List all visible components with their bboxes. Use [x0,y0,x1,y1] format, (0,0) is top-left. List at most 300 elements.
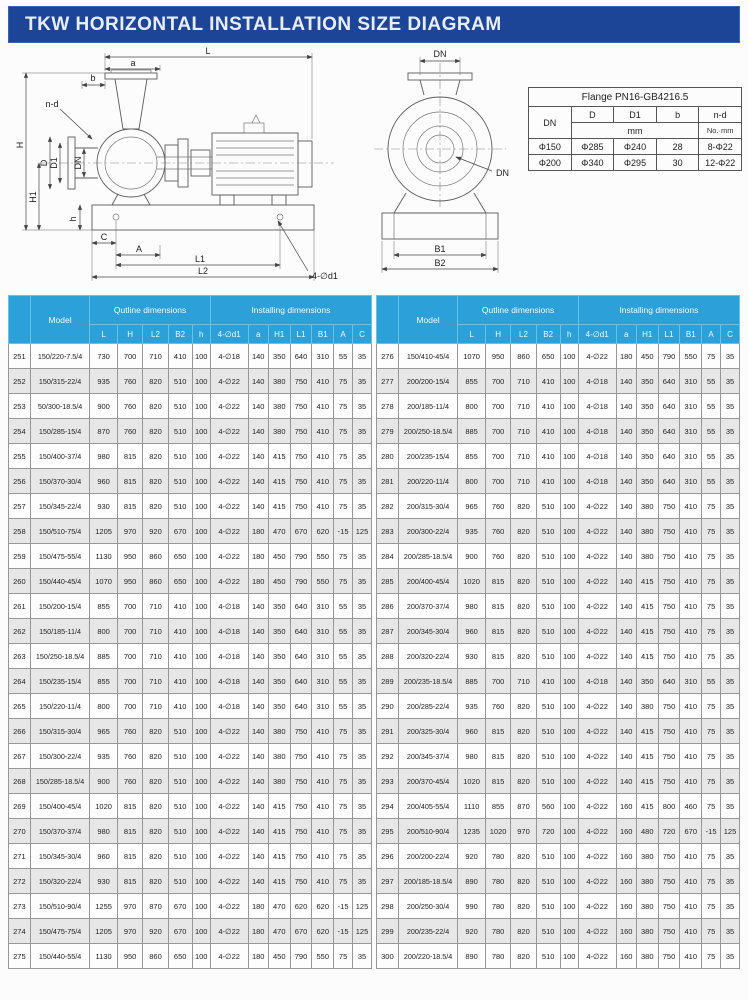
dimension-cell: 140 [616,669,636,694]
dimension-cell: 820 [143,444,168,469]
dimension-cell: 750 [658,844,680,869]
row-number: 300 [377,944,399,969]
dimension-cell: 140 [248,844,268,869]
dimension-cell: 140 [248,469,268,494]
dimension-cell: 75 [702,944,721,969]
dimension-cell: 700 [485,669,510,694]
dimension-cell: 750 [658,744,680,769]
table-row [377,344,740,369]
dimension-cell: 760 [485,694,510,719]
dimension-table-right [376,295,740,969]
dimension-cell: 35 [721,469,740,494]
row-number: 297 [377,869,399,894]
dimension-cell: 885 [90,644,118,669]
dimension-cell: 410 [680,744,702,769]
dimension-cell: 4-∅18 [578,444,616,469]
row-number: 299 [377,919,399,944]
table-row [9,394,372,419]
dimension-cell: 1020 [90,794,118,819]
dimension-cell: 640 [658,394,680,419]
dimension-cell: 870 [90,419,118,444]
dimension-cell: 710 [511,369,536,394]
dimension-cell: 790 [290,944,312,969]
dimension-cell: 1020 [485,819,510,844]
row-number: 288 [377,644,399,669]
dimension-cell: 310 [312,619,334,644]
dimension-cell: 140 [248,344,268,369]
dimension-cell: 100 [560,894,578,919]
dimension-cell: 310 [312,344,334,369]
dimension-cell: 510 [536,494,560,519]
dimension-cell: 4-∅22 [210,394,248,419]
dimension-cell: 350 [268,694,290,719]
dimension-cell: 140 [248,719,268,744]
dimension-cell: 510 [168,819,192,844]
dimension-cell: 790 [290,544,312,569]
dim-label-D1: D1 [49,157,59,169]
dimension-cell: 970 [511,819,536,844]
dimension-cell: 35 [721,719,740,744]
dimension-cell: 820 [143,369,168,394]
dimension-cell: 670 [290,519,312,544]
model-cell: 150/320-22/4 [30,869,90,894]
model-cell: 200/200-22/4 [398,844,458,869]
dimension-cell: 100 [192,819,210,844]
dimension-cell: 180 [248,544,268,569]
dimension-cell: 4-∅22 [210,894,248,919]
dimension-cell: 75 [334,544,353,569]
dimension-cell: 920 [458,844,486,869]
dimension-cell: 700 [485,469,510,494]
dimension-cell: 75 [702,494,721,519]
dimension-cell: 750 [658,944,680,969]
dimension-cell: 820 [511,494,536,519]
dim-label-C: C [100,232,108,242]
model-cell: 200/320-22/4 [398,644,458,669]
dimension-cell: 140 [616,519,636,544]
dim-label-h: h [68,216,78,222]
dimension-cell: 750 [290,719,312,744]
dimension-cell: 640 [658,469,680,494]
row-number: 265 [9,694,31,719]
model-cell: 200/250-18.5/4 [398,419,458,444]
dimension-cell: 750 [658,769,680,794]
dimension-cell: 960 [90,469,118,494]
installing-group-header: Installing dimensions [578,296,739,325]
dimension-cell: 160 [616,869,636,894]
dimension-cell: 35 [353,594,372,619]
dimension-cell: 75 [334,569,353,594]
dimension-cell: 4-∅22 [578,744,616,769]
dimension-cell: 4-∅22 [210,494,248,519]
dimension-cell: 100 [560,819,578,844]
dimension-cell: 510 [536,619,560,644]
dimension-cell: 760 [485,494,510,519]
table-row [377,744,740,769]
dimension-cell: 35 [721,644,740,669]
dimension-cell: 510 [536,894,560,919]
dimension-cell: 4-∅22 [578,719,616,744]
row-number: 283 [377,519,399,544]
dimension-cell: 380 [636,919,658,944]
dimension-cell: 4-∅18 [578,469,616,494]
dimension-cell: 35 [721,844,740,869]
row-number: 289 [377,669,399,694]
row-number: 258 [9,519,31,544]
dimension-cell: 410 [312,469,334,494]
dimension-cell: 750 [290,769,312,794]
dimension-cell: 4-∅22 [578,794,616,819]
dimension-cell: 75 [334,469,353,494]
dimension-cell: 160 [616,794,636,819]
model-cell: 150/440-55/4 [30,944,90,969]
dimension-cell: 55 [702,469,721,494]
flange-cell: Φ295 [614,155,657,171]
dimension-cell: 75 [702,619,721,644]
dimension-cell: 140 [248,869,268,894]
dimension-cell: 100 [192,719,210,744]
dimension-cell: 750 [290,394,312,419]
dimension-cell: 35 [353,819,372,844]
dimension-cell: 380 [636,544,658,569]
dimension-cell: 510 [536,569,560,594]
dimension-cell: 4-∅22 [578,819,616,844]
dimension-cell: 35 [721,344,740,369]
dimension-cell: 35 [721,494,740,519]
dimension-cell: 140 [616,494,636,519]
dimension-cell: 750 [290,869,312,894]
dimension-cell: 1130 [90,544,118,569]
flange-cell: Φ150 [529,139,572,155]
dimension-cell: 35 [353,369,372,394]
dimension-cell: 900 [90,769,118,794]
row-number: 287 [377,619,399,644]
dimension-cell: 410 [168,694,192,719]
dimension-cell: 790 [290,569,312,594]
dimension-cell: 815 [485,719,510,744]
dimension-cell: 100 [560,944,578,969]
row-number: 293 [377,769,399,794]
dimension-cell: 4-∅18 [578,669,616,694]
dimension-cell: 310 [680,419,702,444]
dimension-cell: 100 [560,694,578,719]
dimension-cell: 35 [353,794,372,819]
model-cell: 50/300-18.5/4 [30,394,90,419]
dimension-cell: 125 [721,819,740,844]
dimension-cell: 750 [658,869,680,894]
col-header-4d1: 4-∅d1 [210,325,248,344]
dimension-cell: 640 [290,694,312,719]
dimension-cell: 125 [353,519,372,544]
model-cell: 200/200-15/4 [398,369,458,394]
dimension-cell: 820 [143,419,168,444]
dimension-cell: 670 [680,819,702,844]
dimension-cell: 510 [536,694,560,719]
dimension-cell: 410 [680,719,702,744]
dimension-cell: 4-∅18 [210,619,248,644]
dimension-cell: 310 [680,669,702,694]
dimension-cell: 35 [721,569,740,594]
table-row [9,594,372,619]
table-row [377,669,740,694]
table-row [377,644,740,669]
dimension-cell: 710 [511,469,536,494]
table-row [9,344,372,369]
dimension-cell: 710 [143,694,168,719]
dimension-cell: 55 [702,369,721,394]
dimension-cell: 750 [658,569,680,594]
dimension-cell: 100 [192,569,210,594]
table-row [377,794,740,819]
dimension-cell: 100 [192,419,210,444]
dimension-cell: 100 [560,644,578,669]
dimension-cell: 4-∅22 [578,569,616,594]
dimension-cell: 75 [334,394,353,419]
dimension-cell: 710 [511,394,536,419]
dimension-cell: 75 [334,444,353,469]
dimension-cell: 35 [721,769,740,794]
dimension-cell: 75 [334,494,353,519]
model-cell: 150/300-22/4 [30,744,90,769]
model-cell: 150/400-37/4 [30,444,90,469]
dimension-cell: 885 [458,419,486,444]
dim-label-a: a [130,58,136,68]
flange-cell: Φ285 [571,139,614,155]
outline-group-header: Qutline dimensions [90,296,210,325]
flange-col-d: D [571,107,614,123]
dimension-cell: 620 [312,919,334,944]
row-number: 267 [9,744,31,769]
dimension-cell: 930 [90,869,118,894]
dimension-cell: 510 [168,369,192,394]
row-number: 277 [377,369,399,394]
dimension-cell: 75 [334,369,353,394]
flange-cell: 30 [656,155,699,171]
col-header-H: H [485,325,510,344]
dimension-cell: 510 [168,769,192,794]
dimension-cell: 760 [485,519,510,544]
table-row [377,519,740,544]
row-number: 279 [377,419,399,444]
dimension-cell: 650 [168,569,192,594]
dimension-cell: 75 [702,869,721,894]
dimension-cell: 410 [312,794,334,819]
dimension-cell: 410 [536,419,560,444]
dimension-cell: 750 [658,644,680,669]
dimension-cell: 35 [353,644,372,669]
dimension-cell: 480 [636,819,658,844]
dimension-cell: 125 [353,919,372,944]
flange-table-title: Flange PN16-GB4216.5 [529,88,742,107]
dimension-cell: 950 [485,344,510,369]
table-row [9,769,372,794]
dimension-cell: 35 [721,519,740,544]
dimension-cell: 4-∅22 [578,694,616,719]
dimension-cell: 350 [636,419,658,444]
installing-group-header: Installing dimensions [210,296,371,325]
dimension-cell: 510 [168,444,192,469]
dimension-cell: 800 [458,394,486,419]
row-number: 272 [9,869,31,894]
row-number: 257 [9,494,31,519]
dimension-cell: -15 [334,919,353,944]
flange-unit-no-mm: No.·mm [699,123,742,139]
dimension-cell: 710 [511,669,536,694]
table-row [377,769,740,794]
dimension-cell: 35 [721,894,740,919]
dimension-cell: 800 [458,469,486,494]
dimension-cell: 4-∅18 [210,594,248,619]
dimension-cell: 380 [636,944,658,969]
dimension-cell: 640 [290,619,312,644]
dimension-cell: 1020 [458,569,486,594]
dimension-cell: 410 [312,444,334,469]
dimension-cell: 855 [90,594,118,619]
dimension-cell: 410 [536,444,560,469]
dimension-cell: 640 [658,419,680,444]
right-table-body [377,344,740,969]
dimension-cell: 100 [192,894,210,919]
dimension-cell: 855 [458,444,486,469]
dimension-cell: 1205 [90,919,118,944]
dimension-cell: 760 [117,719,142,744]
row-number: 274 [9,919,31,944]
dimension-cell: 4-∅18 [210,694,248,719]
dimension-cell: 125 [353,894,372,919]
dimension-cell: -15 [702,819,721,844]
dimension-cell: 815 [117,494,142,519]
col-header-B1: B1 [680,325,702,344]
dimension-cell: 310 [312,669,334,694]
dimension-cell: 100 [560,469,578,494]
dimension-cell: 860 [511,344,536,369]
dimension-cell: 450 [636,344,658,369]
dimension-cell: 100 [192,444,210,469]
dimension-cell: 55 [702,444,721,469]
dimension-cell: 510 [536,844,560,869]
dimension-cell: 35 [353,344,372,369]
dimension-cell: 100 [560,869,578,894]
dimension-cell: 550 [680,344,702,369]
dimension-cell: 410 [312,719,334,744]
model-cell: 200/510-90/4 [398,819,458,844]
dimension-cell: 55 [334,344,353,369]
model-cell: 200/400-45/4 [398,569,458,594]
model-cell: 150/400-45/4 [30,794,90,819]
dimension-cell: 415 [636,794,658,819]
dimension-cell: 750 [658,894,680,919]
dimension-cell: 710 [143,594,168,619]
dimension-cell: 960 [458,619,486,644]
dimension-cell: 800 [658,794,680,819]
dimension-cell: 780 [485,844,510,869]
dimension-cell: 55 [334,594,353,619]
flange-col-nd: n-d [699,107,742,123]
dimension-cell: 640 [658,369,680,394]
model-cell: 150/315-22/4 [30,369,90,394]
row-number: 271 [9,844,31,869]
dimension-cell: 4-∅22 [210,819,248,844]
dimension-cell: 55 [334,694,353,719]
dimension-cell: 160 [616,944,636,969]
dimension-cell: 510 [168,719,192,744]
dimension-cell: 640 [658,444,680,469]
table-row [9,419,372,444]
dimension-cell: 510 [536,919,560,944]
dimension-cell: 55 [334,644,353,669]
dimension-cell: 35 [353,444,372,469]
dimension-cell: 855 [90,669,118,694]
flange-cell: Φ200 [529,155,572,171]
dimension-cell: 380 [268,744,290,769]
dimension-cell: 415 [268,494,290,519]
dimension-cell: 410 [536,669,560,694]
dimension-cell: 75 [702,694,721,719]
dimension-cell: 75 [334,944,353,969]
dimension-cell: 415 [636,569,658,594]
dimension-cell: 965 [90,719,118,744]
pump-front-view-drawing [348,45,538,289]
dimension-cell: 820 [143,494,168,519]
dimension-cell: 4-∅22 [578,494,616,519]
dimension-cell: 750 [658,519,680,544]
dimension-cell: 140 [616,619,636,644]
model-cell: 150/220-11/4 [30,694,90,719]
dimension-cell: 820 [511,919,536,944]
row-number: 282 [377,494,399,519]
dimension-cell: 855 [485,794,510,819]
dim-label-L2: L2 [197,266,209,276]
dimension-cell: 35 [721,619,740,644]
dimension-cell: 350 [636,369,658,394]
flange-cell: 28 [656,139,699,155]
dimension-cell: 100 [192,869,210,894]
model-cell: 200/185-18.5/4 [398,869,458,894]
table-row [377,444,740,469]
dimension-cell: 4-∅18 [578,419,616,444]
dimension-cell: 410 [168,644,192,669]
dimension-cell: 35 [721,669,740,694]
dimension-cell: 100 [560,544,578,569]
dimension-cell: 310 [680,469,702,494]
dimension-cell: 35 [721,369,740,394]
dimension-cell: 820 [143,744,168,769]
dimension-cell: 350 [268,644,290,669]
dimension-cell: 710 [143,669,168,694]
dimension-cell: 160 [616,894,636,919]
dimension-cell: 815 [485,644,510,669]
dimension-cell: 700 [485,369,510,394]
col-header-L1: L1 [290,325,312,344]
dimension-cell: 140 [616,719,636,744]
table-row [9,619,372,644]
row-number: 280 [377,444,399,469]
dimension-cell: 415 [268,844,290,869]
dimension-cell: 410 [680,894,702,919]
dim-label-H: H [15,141,25,149]
dimension-cell: 75 [334,419,353,444]
dimension-cell: 750 [658,594,680,619]
dimension-cell: 935 [458,519,486,544]
row-number: 292 [377,744,399,769]
row-number: 263 [9,644,31,669]
dimension-cell: 510 [536,769,560,794]
dimension-cell: 960 [458,719,486,744]
dimension-cell: 820 [143,719,168,744]
dimension-cell: 410 [680,569,702,594]
dimension-cell: 35 [721,794,740,819]
dimension-cell: 100 [192,594,210,619]
